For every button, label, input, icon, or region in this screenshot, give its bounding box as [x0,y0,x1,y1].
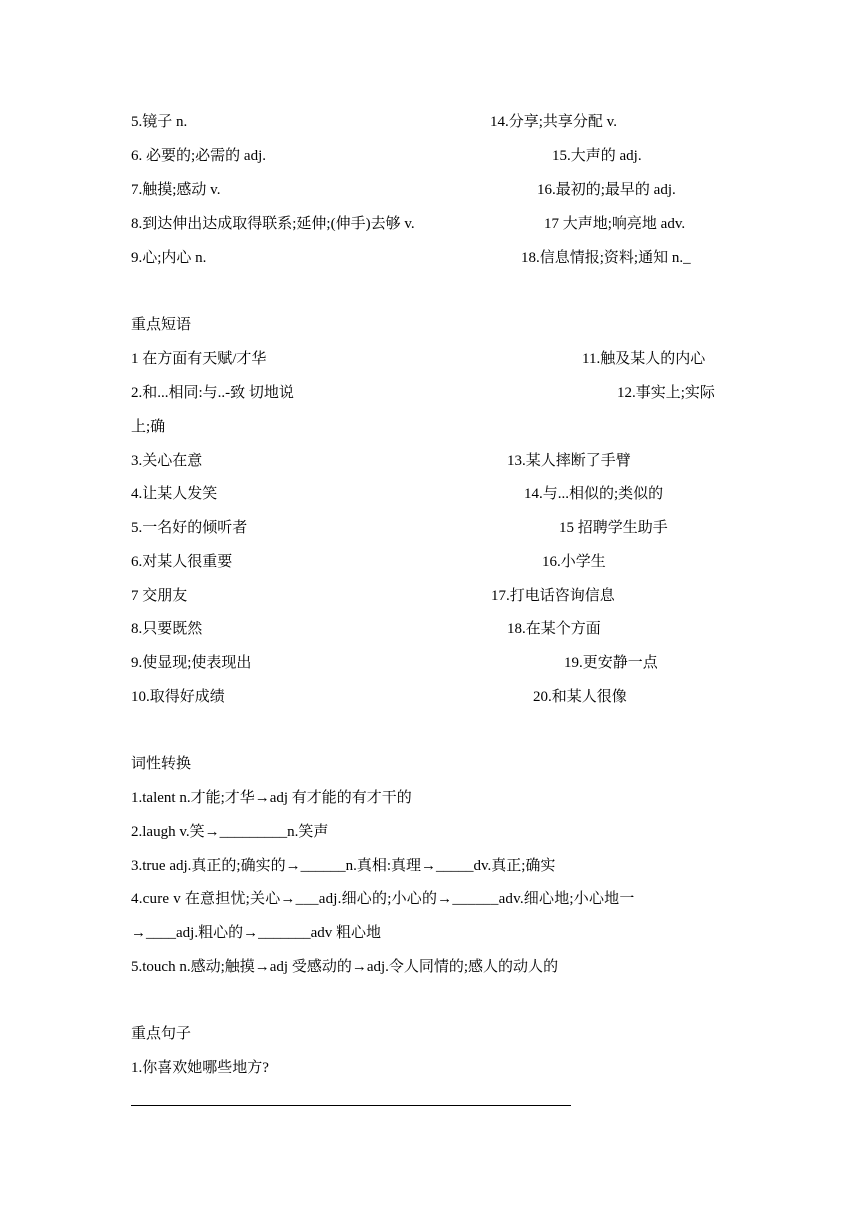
phrase-item: 6.对某人很重要 [131,554,233,570]
phrase-item: 17.打电话咨询信息 [491,588,615,604]
phrase-item: 9.使显现;使表现出 [131,655,252,671]
word-form-line: 1.talent n.才能;才华→adj 有才能的有才干的 [131,790,412,806]
vocab-item: 8.到达伸出达成取得联系;延伸;(伸手)去够 v. [131,216,415,232]
phrase-item: 15 招聘学生助手 [559,520,668,536]
sentence-prompt: 1.你喜欢她哪些地方? [131,1060,269,1076]
word-form-line: 4.cure v 在意担忧;关心→___adj.细心的;小心的→______adv.细心地;小心地一 [131,891,635,907]
phrase-item: 5.一名好的倾听者 [131,520,248,536]
phrase-item: 16.小学生 [542,554,606,570]
phrase-item: 7 交朋友 [131,588,188,604]
phrase-item: 11.触及某人的内心 [582,351,706,367]
vocab-item: 5.镜子 n. [131,114,188,130]
phrase-item: 4.让某人发笑 [131,486,218,502]
phrase-item: 3.关心在意 [131,453,203,469]
phrase-item: 10.取得好成绩 [131,689,225,705]
phrase-item: 18.在某个方面 [507,621,601,637]
word-form-line: 2.laugh v.笑→_________n.笑声 [131,824,329,840]
phrase-item: 13.某人摔断了手臂 [507,453,631,469]
vocab-item: 16.最初的;最早的 adj. [537,182,676,198]
phrase-item: 12.事实上;实际 [617,385,715,401]
word-form-line: 5.touch n.感动;触摸→adj 受感动的→adj.令人同情的;感人的动人的 [131,959,559,975]
word-form-line: 3.true adj.真正的;确实的→______n.真相:真理→_____dv.真正;确实 [131,858,556,874]
section-heading: 重点短语 [131,317,192,333]
phrase-item: 上;确 [131,419,166,435]
vocab-item: 14.分享;共享分配 v. [490,114,617,130]
vocab-item: 18.信息情报;资料;通知 n._ [521,250,691,266]
vocab-item: 9.心;内心 n. [131,250,207,266]
vocab-item: 15.大声的 adj. [552,148,642,164]
word-form-line: →____adj.粗心的→_______adv 粗心地 [131,925,381,941]
vocab-item: 6. 必要的;必需的 adj. [131,148,266,164]
section-heading: 词性转换 [131,756,192,772]
phrase-item: 1 在方面有天赋/才华 [131,351,267,367]
phrase-item: 14.与...相似的;类似的 [524,486,664,502]
phrase-item: 19.更安静一点 [564,655,658,671]
vocab-item: 7.触摸;感动 v. [131,182,221,198]
answer-line [131,1105,571,1106]
phrase-item: 20.和某人很像 [533,689,627,705]
section-heading: 重点句子 [131,1026,192,1042]
phrase-item: 2.和...相同:与..-致 切地说 [131,385,294,401]
phrase-item: 8.只要既然 [131,621,203,637]
vocab-item: 17 大声地;响亮地 adv. [544,216,686,232]
